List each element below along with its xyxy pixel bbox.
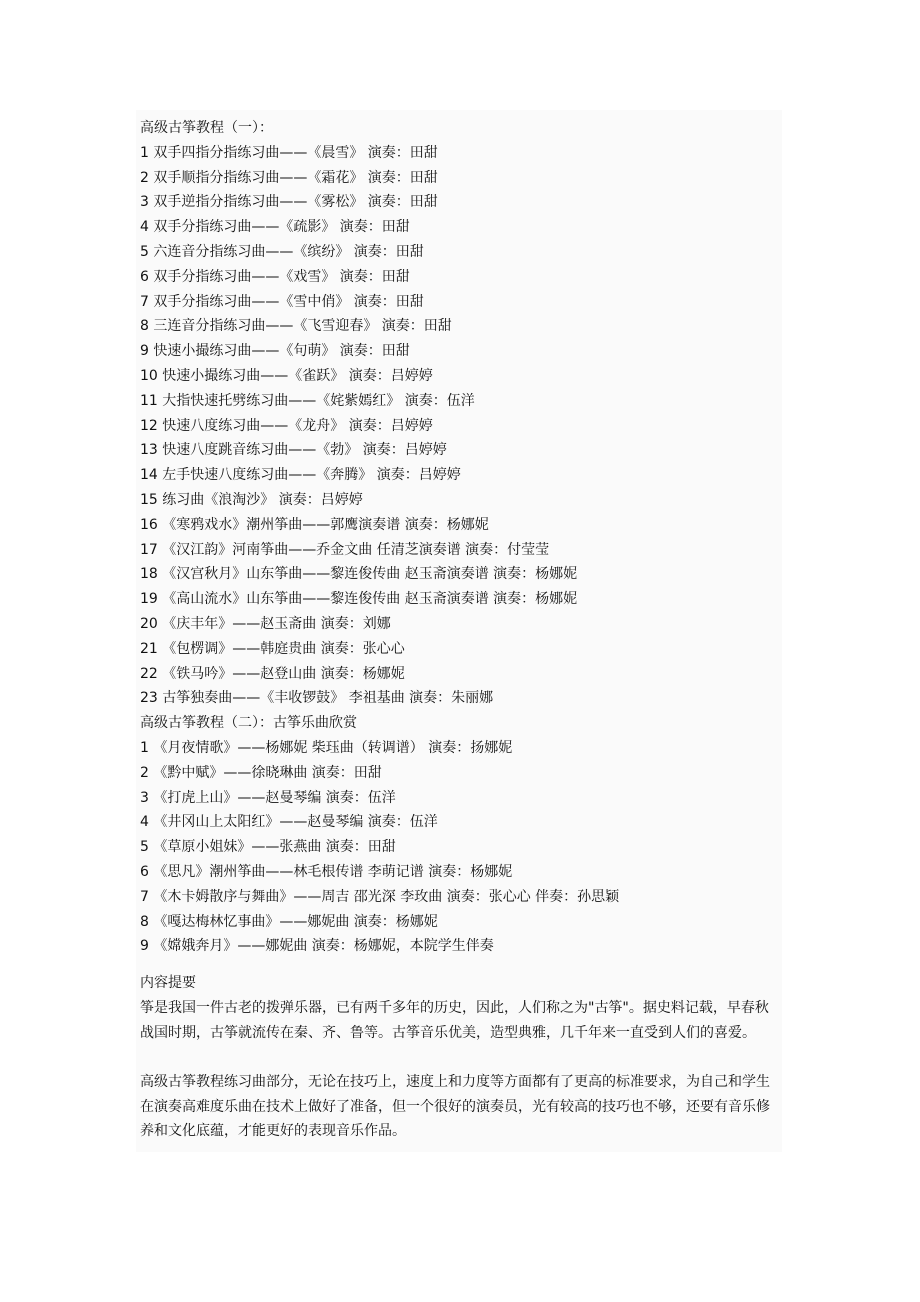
list-item: 5 六连音分指练习曲——《缤纷》 演奏：田甜: [140, 243, 424, 260]
tracklist: [140, 116, 619, 996]
list-item: 6 双手分指练习曲——《戏雪》 演奏：田甜: [140, 268, 410, 285]
list-item: 7 《木卡姆散序与舞曲》——周吉 邵光深 李玫曲 演奏：张心心 伴奏：孙思颖: [140, 888, 620, 905]
list-item: 17 《汉江韵》河南筝曲——乔金文曲 任清芝演奏谱 演奏：付莹莹: [140, 541, 550, 558]
list-item: 5 《草原小姐妹》——张燕曲 演奏：田甜: [140, 839, 396, 856]
list-item: 12 快速八度练习曲——《龙舟》 演奏：吕婷婷: [140, 417, 433, 434]
spacer: [140, 959, 619, 971]
list-item: 8 三连音分指练习曲——《飞雪迎春》 演奏：田甜: [140, 318, 452, 335]
list-item: 10 快速小撮练习曲——《雀跃》 演奏：吕婷婷: [140, 367, 433, 384]
list-item: 2 双手顺指分指练习曲——《霜花》 演奏：田甜: [140, 169, 438, 186]
list-item: 13 快速八度跳音练习曲——《勃》 演奏：吕婷婷: [140, 442, 447, 459]
list-item: 1 《月夜情歌》——杨娜妮 柴珏曲（转调谱） 演奏：扬娜妮: [140, 739, 513, 756]
list-item: 11 大指快速托劈练习曲——《姹紫嫣红》 演奏：伍洋: [140, 392, 475, 409]
section2-title: 高级古筝教程（二）：古筝乐曲欣赏: [140, 715, 357, 732]
list-item: 2 《黔中赋》——徐晓琳曲 演奏：田甜: [140, 764, 382, 781]
list-item: 19 《高山流水》山东筝曲——黎连俊传曲 赵玉斋演奏谱 演奏：杨娜妮: [140, 591, 578, 608]
section1-title: 高级古筝教程（一）：: [140, 120, 273, 136]
list-item: 20 《庆丰年》——赵玉斋曲 演奏：刘娜: [140, 615, 391, 632]
list-item: 1 双手四指分指练习曲——《晨雪》 演奏：田甜: [140, 144, 438, 161]
summary-paragraph-2: 高级古筝教程练习曲部分，无论在技巧上，速度上和力度等方面都有了更高的标准要求，为自己和学生在演奏高难度乐曲在技术上做好了准备，但一个很好的演奏员，光有较高的技巧也不够，还要有音乐修养和文化底蕴，才能更好的表现音乐作品。: [140, 1074, 770, 1139]
list-item: 21 《包楞调》——韩庭贵曲 演奏：张心心: [140, 640, 405, 657]
list-item: 22 《铁马吟》——赵登山曲 演奏：杨娜妮: [140, 665, 405, 682]
list-item: 23 古筝独奏曲——《丰收锣鼓》 李祖基曲 演奏：朱丽娜: [140, 690, 494, 707]
summary-paragraph-1: 筝是我国一件古老的拨弹乐器，已有两千多年的历史，因此，人们称之为"古筝"。据史料记载，早春秋战国时期，古筝就流传在秦、齐、鲁等。古筝音乐优美，造型典雅，几千年来一直受到人们的喜爱。: [140, 1000, 769, 1041]
list-item: 3 双手逆指分指练习曲——《雾松》 演奏：田甜: [140, 194, 438, 211]
document-page: [136, 110, 782, 1152]
list-item: 9 《嫦娥奔月》——娜妮曲 演奏：杨娜妮，本院学生伴奏: [140, 938, 494, 955]
list-item: 7 双手分指练习曲——《雪中俏》 演奏：田甜: [140, 293, 424, 310]
list-item: 4 双手分指练习曲——《疏影》 演奏：田甜: [140, 219, 410, 236]
list-item: 6 《思凡》潮州筝曲——林毛根传谱 李萌记谱 演奏：杨娜妮: [140, 863, 513, 880]
list-item: 18 《汉宫秋月》山东筝曲——黎连俊传曲 赵玉斋演奏谱 演奏：杨娜妮: [140, 566, 578, 583]
list-item: 16 《寒鸦戏水》潮州筝曲——郭鹰演奏谱 演奏：杨娜妮: [140, 516, 489, 533]
summary-heading: 内容提要: [140, 975, 196, 992]
list-item: 9 快速小撮练习曲——《句萌》 演奏：田甜: [140, 343, 410, 360]
list-item: 8 《嘎达梅林忆事曲》——娜妮曲 演奏：杨娜妮: [140, 913, 438, 930]
list-item: 15 练习曲《浪淘沙》 演奏：吕婷婷: [140, 491, 363, 508]
list-item: 3 《打虎上山》——赵曼琴编 演奏：伍洋: [140, 789, 396, 806]
list-item: 4 《井冈山上太阳红》——赵曼琴编 演奏：伍洋: [140, 814, 438, 831]
list-item: 14 左手快速八度练习曲——《奔腾》 演奏：吕婷婷: [140, 467, 461, 484]
